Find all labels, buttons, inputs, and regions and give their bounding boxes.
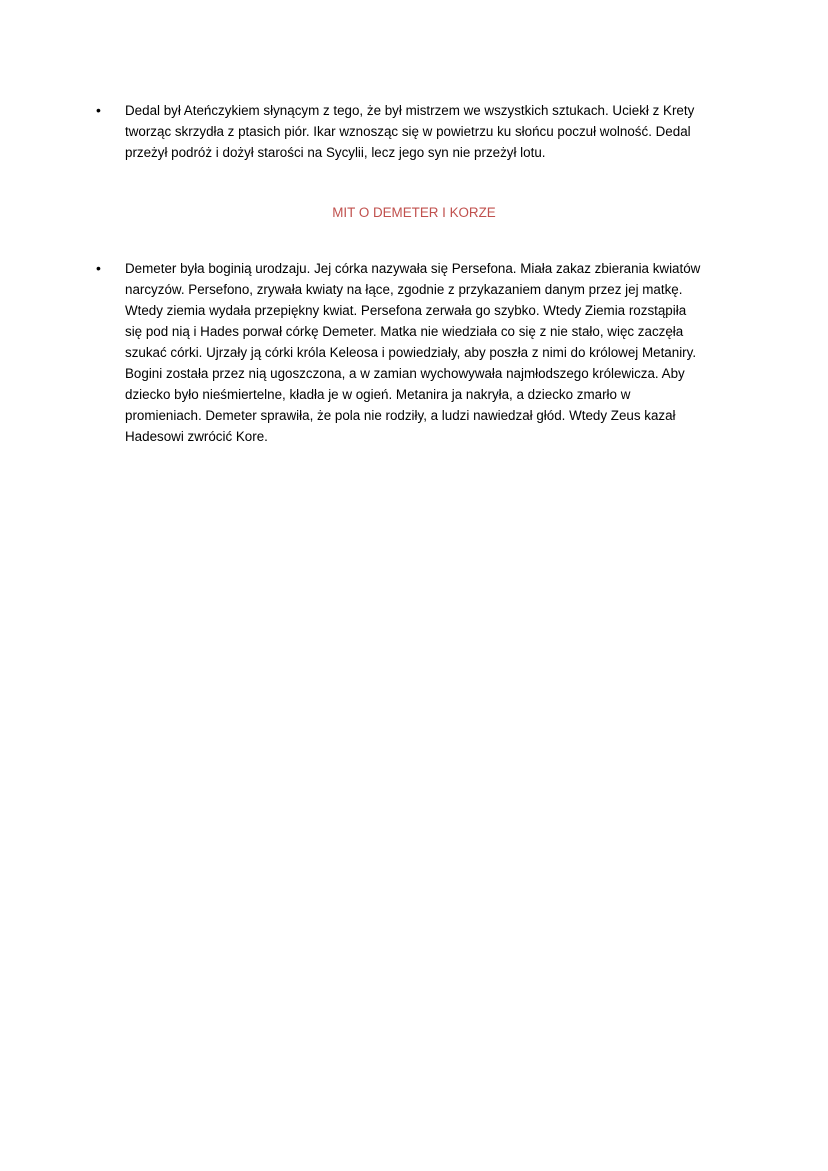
paragraph-line: przeżył podróż i dożył starości na Sycylii, lecz jego syn nie przeżył lotu. — [125, 145, 546, 160]
paragraph-line: dziecko było nieśmiertelne, kładła je w ogień. Metanira ja nakryła, a dziecko zmarło w — [125, 387, 631, 402]
bullet-icon: • — [96, 102, 101, 118]
paragraph-line: Hadesowi zwrócić Kore. — [125, 429, 268, 444]
paragraph-line: Demeter była boginią urodzaju. Jej córka nazywała się Persefona. Miała zakaz zbierania kwiatów — [125, 261, 701, 276]
paragraph-line: Wtedy ziemia wydała przepiękny kwiat. Persefona zerwała go szybko. Wtedy Ziemia rozstąpiła — [125, 303, 687, 318]
paragraph-line: Dedal był Ateńczykiem słynącym z tego, że był mistrzem we wszystkich sztukach. Uciekł z Krety — [125, 103, 695, 118]
paragraph-line: Bogini została przez nią ugoszczona, a w zamian wychowywała najmłodszego królewicza. Aby — [125, 366, 685, 381]
paragraph-line: promieniach. Demeter sprawiła, że pola nie rodziły, a ludzi nawiedzał głód. Wtedy Zeus kazał — [125, 408, 676, 423]
paragraph-line: się pod nią i Hades porwał córkę Demeter. Matka nie wiedziała co się z nie stało, więc zaczęła — [125, 324, 684, 339]
section-heading: MIT O DEMETER I KORZE — [332, 205, 496, 220]
paragraph-line: narcyzów. Persefono, zrywała kwiaty na łące, zgodnie z przykazaniem danym przez jej matkę. — [125, 282, 683, 297]
paragraph-line: tworząc skrzydła z ptasich piór. Ikar wznosząc się w powietrzu ku słońcu poczuł wolność. Dedal — [125, 124, 691, 139]
paragraph-line: szukać córki. Ujrzały ją córki króla Keleosa i powiedziały, aby poszła z nimi do królowej Metaniry. — [125, 345, 697, 360]
list-item-demeter — [96, 258, 736, 447]
paragraph-dedal — [125, 100, 694, 163]
list-item-dedal — [96, 100, 736, 163]
paragraph-demeter — [125, 258, 700, 447]
bullet-icon: • — [96, 260, 101, 276]
